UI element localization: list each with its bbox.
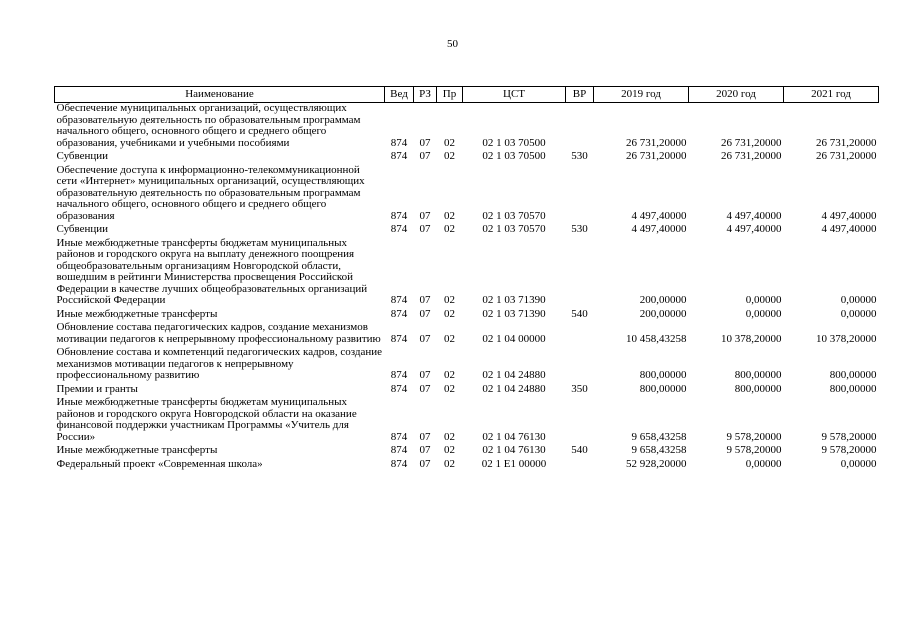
header-2021: 2021 год [784, 87, 879, 103]
cell-2020: 9 578,20000 [726, 430, 782, 443]
cell-2019: 800,00000 [639, 382, 687, 395]
cell-rz: 07 [419, 332, 431, 345]
page-number: 50 [447, 38, 458, 50]
cell-2019: 26 731,20000 [626, 150, 687, 162]
cell-2021: 10 378,20000 [816, 332, 877, 345]
header-pr: Пр [437, 87, 463, 103]
cell-vr: 530 [571, 150, 588, 162]
cell-rz: 07 [419, 430, 431, 443]
cell-cst: 02 1 03 71390 [482, 294, 546, 306]
cell-name: Субвенции [56, 150, 109, 162]
cell-rz: 07 [419, 369, 431, 381]
cell-cst: 02 1 04 00000 [482, 332, 546, 345]
cell-vr [566, 347, 594, 384]
budget-table [54, 86, 879, 472]
table-row [55, 459, 879, 473]
cell-cst: 02 1 04 76130 [482, 430, 546, 443]
cell-pr: 02 [444, 307, 455, 320]
cell-2019: 26 731,20000 [626, 136, 687, 149]
header-ved: Вед [385, 87, 414, 103]
cell-2019: 9 658,43258 [631, 444, 687, 456]
cell-2021: 26 731,20000 [816, 150, 877, 162]
cell-2019: 4 497,40000 [631, 223, 687, 235]
cell-2019: 10 458,43258 [626, 332, 687, 345]
cell-ved: 874 [390, 150, 408, 162]
cell-cst: 02 1 04 76130 [482, 444, 546, 456]
cell-2019: 9 658,43258 [631, 430, 687, 443]
cell-2021: 9 578,20000 [821, 444, 877, 456]
cell-2020: 0,00000 [745, 294, 782, 306]
cell-ved: 874 [390, 307, 408, 320]
cell-2021: 0,00000 [840, 294, 877, 306]
cell-2019: 4 497,40000 [631, 209, 687, 222]
table-row [55, 322, 879, 347]
cell-2021: 0,00000 [840, 307, 877, 320]
cell-ved: 874 [390, 382, 408, 395]
table-row [55, 224, 879, 238]
header-2019: 2019 год [594, 87, 689, 103]
cell-name: Субвенции [56, 223, 109, 235]
cell-ved: 874 [390, 430, 408, 443]
cell-2019: 800,00000 [639, 369, 687, 381]
cell-name: Обновление состава педагогических кадров, создание механизмов мотивации педагогов к непрерывному профессиональному развитию [56, 321, 381, 345]
cell-name: Федеральный проект «Современная школа» [56, 457, 263, 470]
cell-rz: 07 [419, 150, 431, 162]
cell-vr: 530 [571, 223, 588, 235]
cell-pr: 02 [444, 136, 455, 149]
cell-rz: 07 [419, 444, 431, 456]
cell-2020: 26 731,20000 [721, 150, 782, 162]
table-row [55, 445, 879, 459]
cell-name: Премии и гранты [56, 382, 138, 395]
cell-vr: 540 [571, 307, 588, 320]
cell-pr: 02 [444, 223, 455, 235]
cell-name: Иные межбюджетные трансферты [56, 307, 218, 320]
table-row [55, 309, 879, 323]
cell-name: Обеспечение муниципальных организаций, осуществляющих образовательную деятельность по образовательным программам начального общего, основного общего и среднего общего образования, учебниками и учебными пособиями [56, 102, 361, 149]
cell-name: Иные межбюджетные трансферты бюджетам муниципальных районов и городского округа Новгородской области на оказание финансовой поддержки участникам Программы «Учитель для России» [56, 396, 357, 443]
cell-ved: 874 [390, 294, 408, 306]
cell-pr: 02 [444, 294, 455, 306]
cell-pr: 02 [444, 382, 455, 395]
cell-2019: 200,00000 [639, 294, 687, 306]
table-row [55, 151, 879, 165]
header-vr: ВР [566, 87, 594, 103]
cell-vr [566, 103, 594, 152]
cell-cst: 02 1 04 24880 [482, 369, 546, 381]
cell-2020: 0,00000 [745, 307, 782, 320]
cell-2021: 9 578,20000 [821, 430, 877, 443]
cell-rz: 07 [419, 307, 431, 320]
cell-rz: 07 [419, 223, 431, 235]
cell-2021: 4 497,40000 [821, 209, 877, 222]
cell-name: Иные межбюджетные трансферты бюджетам муниципальных районов и городского округа на выплату денежного поощрения общеобразовательным организациям Новгородской области, вошедшим в рейтинги Министерства просвещения Российской Федерации в качестве лучших общеобразовательных организаций Российской Федерации [56, 236, 368, 306]
cell-vr [566, 165, 594, 225]
cell-2021: 800,00000 [829, 382, 877, 395]
cell-2020: 10 378,20000 [721, 332, 782, 345]
cell-2020: 800,00000 [734, 369, 782, 381]
cell-pr: 02 [444, 444, 455, 456]
table-body [55, 103, 879, 473]
cell-cst: 02 1 E1 00000 [481, 457, 547, 470]
cell-cst: 02 1 04 24880 [482, 382, 546, 395]
cell-rz: 07 [419, 136, 431, 149]
cell-vr [566, 459, 594, 473]
cell-2021: 0,00000 [840, 457, 877, 470]
cell-ved: 874 [390, 332, 408, 345]
cell-cst: 02 1 03 70570 [482, 209, 546, 222]
table-row [55, 103, 879, 152]
cell-name: Обновление состава и компетенций педагогических кадров, создание механизмов мотивации педагогов к непрерывному профессиональному развитию [56, 346, 383, 381]
table-row [55, 347, 879, 384]
cell-ved: 874 [390, 369, 408, 381]
table-row [55, 384, 879, 398]
cell-vr [566, 238, 594, 309]
cell-2019: 52 928,20000 [626, 457, 687, 470]
cell-cst: 02 1 03 70570 [482, 223, 546, 235]
cell-pr: 02 [444, 430, 455, 443]
cell-2020: 4 497,40000 [726, 223, 782, 235]
cell-2019: 200,00000 [639, 307, 687, 320]
cell-pr: 02 [444, 209, 455, 222]
cell-2021: 800,00000 [829, 369, 877, 381]
cell-vr: 350 [571, 382, 588, 395]
cell-vr: 540 [571, 444, 588, 456]
cell-pr: 02 [444, 150, 455, 162]
cell-2020: 9 578,20000 [726, 444, 782, 456]
cell-ved: 874 [390, 444, 408, 456]
cell-ved: 874 [390, 209, 408, 222]
cell-2021: 4 497,40000 [821, 223, 877, 235]
cell-ved: 874 [390, 136, 408, 149]
cell-rz: 07 [419, 294, 431, 306]
cell-pr: 02 [444, 457, 455, 470]
table-header-row [55, 87, 879, 103]
cell-rz: 07 [419, 209, 431, 222]
cell-cst: 02 1 03 70500 [482, 150, 546, 162]
cell-pr: 02 [444, 332, 455, 345]
header-2020: 2020 год [689, 87, 784, 103]
table-row [55, 238, 879, 309]
cell-2020: 26 731,20000 [721, 136, 782, 149]
table-row [55, 397, 879, 445]
cell-pr: 02 [444, 369, 455, 381]
header-cst: ЦСТ [463, 87, 566, 103]
cell-cst: 02 1 03 71390 [482, 307, 546, 320]
cell-rz: 07 [419, 382, 431, 395]
cell-name: Обеспечение доступа к информационно-телекоммуникационной сети «Интернет» муниципальных организаций, осуществляющих образовательную деятельность по образовательным программам начального общего, основного общего и среднего общего образования [56, 163, 365, 222]
cell-ved: 874 [390, 223, 408, 235]
cell-rz: 07 [419, 457, 431, 470]
cell-name: Иные межбюджетные трансферты [56, 444, 218, 456]
header-name: Наименование [55, 87, 385, 103]
cell-vr [566, 397, 594, 445]
cell-cst: 02 1 03 70500 [482, 136, 546, 149]
cell-2020: 800,00000 [734, 382, 782, 395]
cell-2020: 0,00000 [745, 457, 782, 470]
cell-vr [566, 322, 594, 347]
cell-ved: 874 [390, 457, 408, 470]
table-row [55, 165, 879, 225]
header-rz: РЗ [414, 87, 437, 103]
cell-2020: 4 497,40000 [726, 209, 782, 222]
cell-2021: 26 731,20000 [816, 136, 877, 149]
